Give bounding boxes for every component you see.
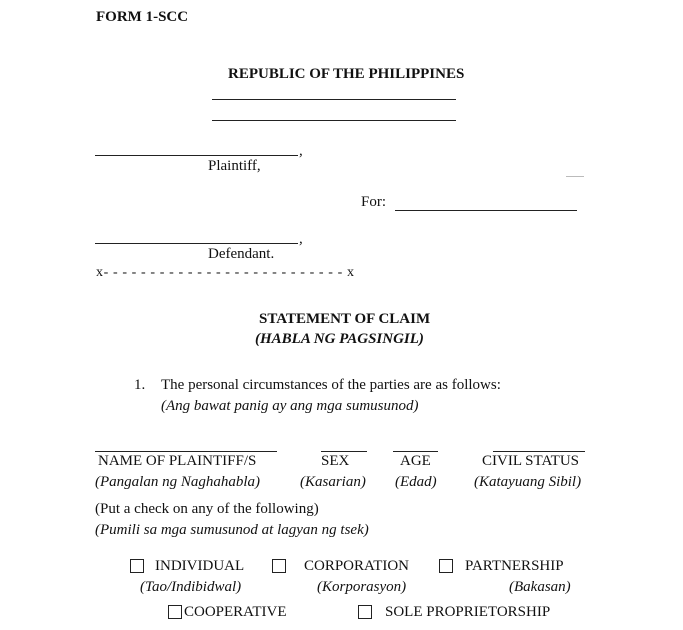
item-translation: (Ang bawat panig ay ang mga sumusunod) — [161, 398, 419, 414]
defendant-comma: , — [299, 231, 303, 247]
plaintiff-name-field[interactable] — [95, 451, 277, 452]
statement-title: STATEMENT OF CLAIM — [259, 311, 431, 327]
column-age-label: AGE — [400, 453, 431, 469]
individual-checkbox[interactable] — [130, 559, 144, 573]
statement-subtitle: (HABLA NG PAGSINGIL) — [255, 331, 424, 347]
item-number: 1. — [134, 377, 146, 393]
defendant-name-line[interactable] — [95, 243, 298, 244]
column-civil-status-translation: (Katayuang Sibil) — [474, 474, 582, 490]
partnership-label: PARTNERSHIP — [465, 558, 564, 574]
cooperative-label: COOPERATIVE — [184, 604, 287, 620]
individual-translation: (Tao/Indibidwal) — [140, 579, 242, 595]
for-label: For: — [361, 194, 387, 210]
check-instruction: (Put a check on any of the following) — [95, 501, 319, 517]
civil-status-field[interactable] — [493, 451, 585, 452]
republic-heading: REPUBLIC OF THE PHILIPPINES — [228, 66, 465, 82]
defendant-label: Defendant. — [208, 246, 275, 262]
sole-proprietorship-label: SOLE PROPRIETORSHIP — [385, 604, 551, 620]
individual-label: INDIVIDUAL — [155, 558, 245, 574]
partnership-checkbox[interactable] — [439, 559, 453, 573]
form-code: FORM 1-SCC — [96, 9, 189, 25]
court-line-2[interactable] — [212, 120, 456, 121]
plaintiff-label: Plaintiff, — [208, 158, 261, 174]
sole-proprietorship-checkbox[interactable] — [358, 605, 372, 619]
column-civil-status-label: CIVIL STATUS — [482, 453, 579, 469]
sex-field[interactable] — [321, 451, 367, 452]
partnership-translation: (Bakasan) — [509, 579, 571, 595]
for-line[interactable] — [395, 210, 577, 211]
case-number-mark — [566, 176, 584, 177]
corporation-label: CORPORATION — [304, 558, 410, 574]
corporation-checkbox[interactable] — [272, 559, 286, 573]
column-name-translation: (Pangalan ng Naghahabla) — [95, 474, 260, 490]
corporation-translation: (Korporasyon) — [317, 579, 407, 595]
plaintiff-comma: , — [299, 143, 303, 159]
age-field[interactable] — [393, 451, 438, 452]
column-name-label: NAME OF PLAINTIFF/S — [98, 453, 257, 469]
column-sex-label: SEX — [321, 453, 350, 469]
plaintiff-name-line[interactable] — [95, 155, 298, 156]
cooperative-checkbox[interactable] — [168, 605, 182, 619]
item-text: The personal circumstances of the parties are as follows: — [161, 377, 501, 393]
caption-separator: x- - - - - - - - - - - - - - - - - - - - - - - - - - x — [96, 265, 355, 280]
check-instruction-translation: (Pumili sa mga sumusunod at lagyan ng tsek) — [95, 522, 369, 538]
column-sex-translation: (Kasarian) — [300, 474, 366, 490]
court-line-1[interactable] — [212, 99, 456, 100]
column-age-translation: (Edad) — [395, 474, 437, 490]
